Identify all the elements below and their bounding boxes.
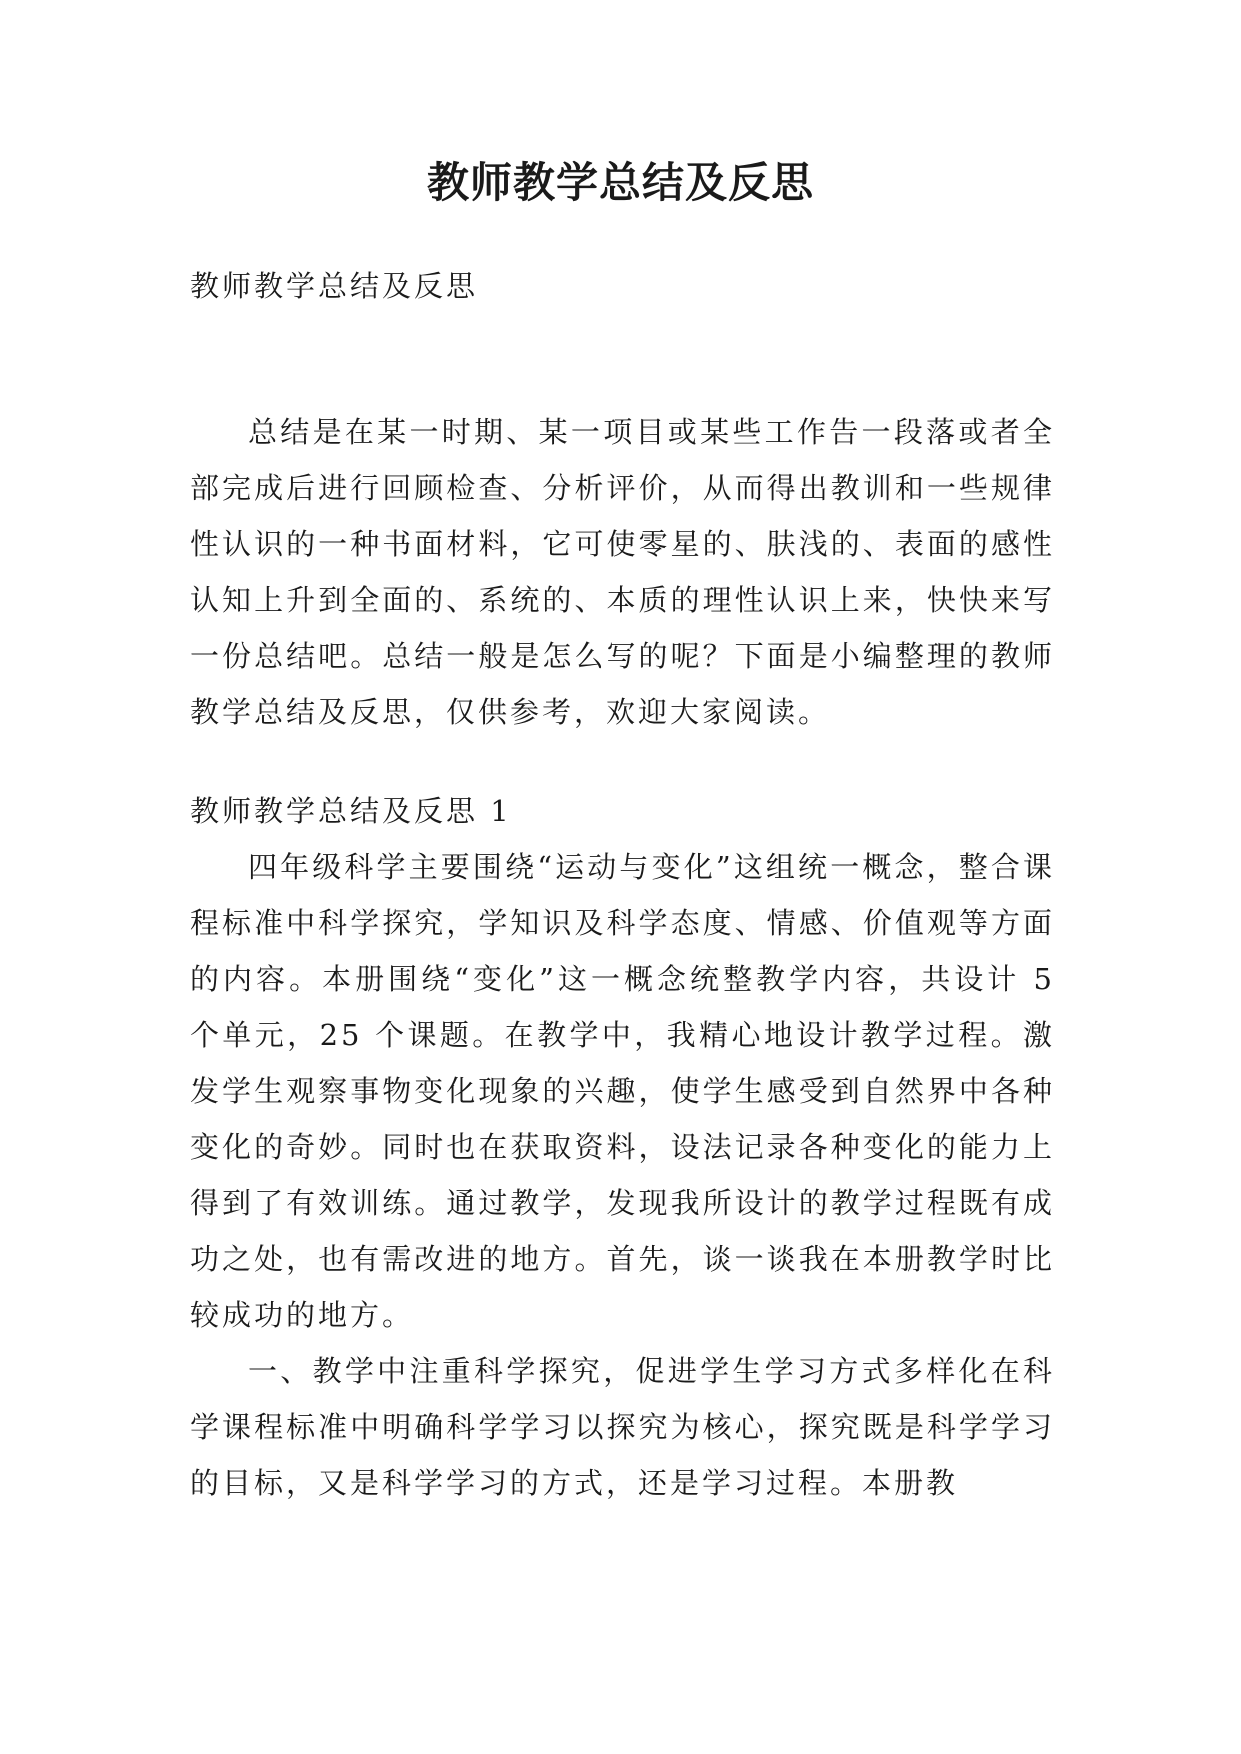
section-paragraph-1: 四年级科学主要围绕“运动与变化”这组统一概念，整合课程标准中科学探究，学知识及科学态度、情感、价值观等方面的内容。本册围绕“变化”这一概念统整教学内容，共设计 5 个单元，25 个课题。在教学中，我精心地设计教学过程。激发学生观察事物变化现象的兴趣，使学生感受到自然界中各种变化的奇妙。同时也在获取资料，设法记录各种变化的能力上得到了有效训练。通过教学，发现我所设计的教学过程既有成功之处，也有需改进的地方。首先，谈一谈我在本册教学时比较成功的地方。 bbox=[190, 850, 1055, 1332]
document-subtitle bbox=[190, 258, 1055, 314]
section-heading: 教师教学总结及反思 1 bbox=[190, 794, 512, 828]
section-paragraph-2: 一、教学中注重科学探究，促进学生学习方式多样化在科学课程标准中明确科学学习以探究为核心，探究既是科学学习的目标，又是科学学习的方式，还是学习过程。本册教 bbox=[190, 1354, 1055, 1500]
intro-block bbox=[190, 404, 1055, 740]
section-1 bbox=[190, 783, 1055, 1511]
intro-paragraph: 总结是在某一时期、某一项目或某些工作告一段落或者全部完成后进行回顾检查、分析评价，从而得出教训和一些规律性认识的一种书面材料，它可使零星的、肤浅的、表面的感性认知上升到全面的、系统的、本质的理性认识上来，快快来写一份总结吧。总结一般是怎么写的呢？下面是小编整理的教师教学总结及反思，仅供参考，欢迎大家阅读。 bbox=[190, 415, 1055, 729]
subtitle-text: 教师教学总结及反思 bbox=[190, 269, 479, 303]
document-title: 教师教学总结及反思 bbox=[426, 158, 814, 207]
